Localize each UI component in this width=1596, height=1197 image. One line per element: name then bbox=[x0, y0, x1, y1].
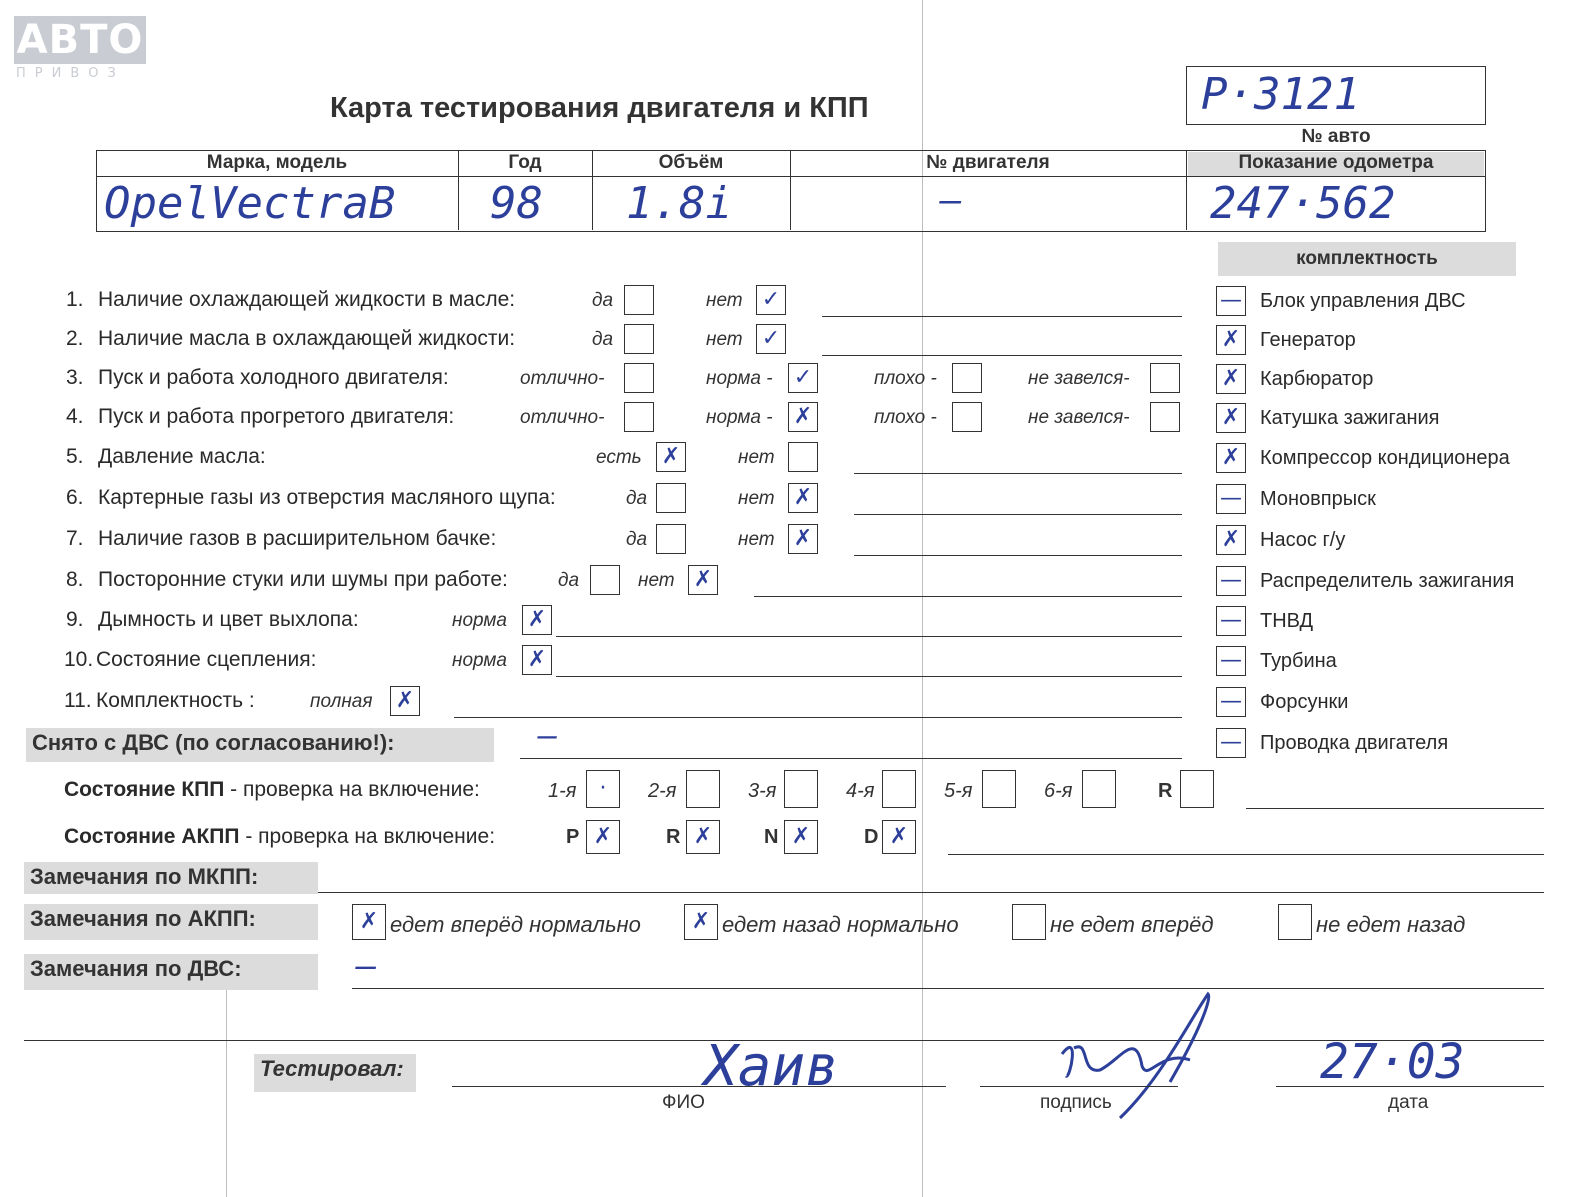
question-6-option-2-checkbox[interactable]: ✗ bbox=[788, 483, 818, 513]
question-3-option-1-label: отлично- bbox=[520, 368, 605, 389]
question-3-number: 3. bbox=[66, 366, 84, 389]
question-7-option-2-checkbox[interactable]: ✗ bbox=[788, 524, 818, 554]
auto-number-box bbox=[1186, 66, 1486, 125]
year-value: 98 bbox=[490, 178, 543, 229]
question-9-option-1-label: норма bbox=[452, 610, 507, 631]
question-8-label: Посторонние стуки или шумы при работе: bbox=[98, 568, 508, 591]
question-11-number: 11. bbox=[64, 689, 92, 712]
question-7-option-2-label: нет bbox=[738, 529, 775, 550]
kit-item-4-label: Катушка зажигания bbox=[1260, 407, 1440, 429]
akpp-remark-3-label: не едет вперёд bbox=[1050, 912, 1214, 937]
fio-value: Хаив bbox=[704, 1034, 839, 1099]
kit-item-11-label: Форсунки bbox=[1260, 691, 1349, 713]
kpp-gear-4-label: 4-я bbox=[846, 780, 875, 802]
question-5-option-1-checkbox[interactable]: ✗ bbox=[656, 442, 686, 472]
question-8-option-1-checkbox[interactable] bbox=[590, 565, 620, 595]
kit-item-12-checkbox[interactable]: — bbox=[1216, 728, 1246, 758]
question-5-number: 5. bbox=[66, 445, 84, 468]
kpp-gear-2-label: 2-я bbox=[648, 780, 677, 802]
question-4-option-1-label: отлично- bbox=[520, 407, 605, 428]
question-9-option-1-checkbox[interactable]: ✗ bbox=[522, 605, 552, 635]
question-10-option-1-checkbox[interactable]: ✗ bbox=[522, 645, 552, 675]
question-4-option-3-label: плохо - bbox=[874, 407, 937, 428]
kit-item-8-label: Распределитель зажигания bbox=[1260, 570, 1515, 592]
remarks-akpp-label: Замечания по АКПП: bbox=[24, 904, 318, 940]
col-volume-label: Объём bbox=[658, 152, 724, 173]
question-2-option-2-label: нет bbox=[706, 329, 743, 350]
akpp-remark-2-checkbox[interactable]: ✗ bbox=[684, 904, 718, 940]
date-line bbox=[1276, 1086, 1544, 1087]
question-5-option-2-checkbox[interactable] bbox=[788, 442, 818, 472]
remarks-dvs-value: — bbox=[356, 946, 377, 986]
question-6-line bbox=[854, 514, 1182, 515]
question-6-option-2-label: нет bbox=[738, 488, 775, 509]
question-1-option-1-checkbox[interactable] bbox=[624, 285, 654, 315]
remarks-mkpp-line bbox=[318, 892, 1544, 893]
kpp-gear-5-label: 5-я bbox=[944, 780, 973, 802]
auto-number-label: № авто bbox=[1301, 126, 1371, 147]
question-8-line bbox=[754, 596, 1182, 597]
question-2-number: 2. bbox=[66, 327, 84, 350]
fio-line bbox=[452, 1086, 946, 1087]
question-1-option-1-label: да bbox=[592, 290, 614, 311]
akpp-remark-1-checkbox[interactable]: ✗ bbox=[352, 904, 386, 940]
col-year-label: Год bbox=[508, 152, 542, 173]
question-1-option-2-label: нет bbox=[706, 290, 743, 311]
question-5-option-2-label: нет bbox=[738, 447, 775, 468]
akpp-remark-2-label: едет назад нормально bbox=[722, 912, 959, 937]
akpp-gear-r-checkbox[interactable]: ✗ bbox=[686, 820, 720, 854]
date-value: 27·03 bbox=[1320, 1034, 1465, 1090]
question-7-number: 7. bbox=[66, 527, 84, 550]
question-7-option-1-label: да bbox=[626, 529, 648, 550]
question-3-option-3-label: плохо - bbox=[874, 368, 937, 389]
question-6-number: 6. bbox=[66, 486, 84, 509]
question-7-label: Наличие газов в расширительном бачке: bbox=[98, 527, 497, 550]
akpp-gear-r-label: R bbox=[666, 826, 681, 848]
akpp-gear-p-checkbox[interactable]: ✗ bbox=[586, 820, 620, 854]
question-3-option-1-checkbox[interactable] bbox=[624, 363, 654, 393]
question-4-label: Пуск и работа прогретого двигателя: bbox=[98, 405, 455, 428]
question-8-option-2-checkbox[interactable]: ✗ bbox=[688, 565, 718, 595]
fio-label: ФИО bbox=[662, 1092, 705, 1113]
odometer-label: Показание одометра bbox=[1238, 152, 1434, 173]
sign-label: подпись bbox=[1040, 1092, 1112, 1113]
kpp-gear-3-label: 3-я bbox=[748, 780, 777, 802]
question-8-number: 8. bbox=[66, 568, 84, 591]
question-4-option-3-checkbox[interactable] bbox=[952, 402, 982, 432]
akpp-remark-1-label: едет вперёд нормально bbox=[390, 912, 641, 937]
kpp-gear-6-label: 6-я bbox=[1044, 780, 1073, 802]
kit-item-4-checkbox[interactable]: ✗ bbox=[1216, 403, 1246, 433]
question-4-option-2-checkbox[interactable]: ✗ bbox=[788, 402, 818, 432]
question-1-label: Наличие охлаждающей жидкости в масле: bbox=[98, 288, 516, 311]
question-3-option-2-checkbox[interactable]: ✓ bbox=[788, 363, 818, 393]
akpp-gear-n-label: N bbox=[764, 826, 779, 848]
question-2-option-2-checkbox[interactable]: ✓ bbox=[756, 324, 786, 354]
engine-no-value: — bbox=[940, 180, 962, 221]
tested-label: Тестировал: bbox=[254, 1054, 416, 1092]
akpp-gear-n-checkbox[interactable]: ✗ bbox=[784, 820, 818, 854]
remarks-dvs-line bbox=[352, 988, 1544, 989]
question-3-label: Пуск и работа холодного двигателя: bbox=[98, 366, 449, 389]
question-4-option-1-checkbox[interactable] bbox=[624, 402, 654, 432]
kit-item-12-label: Проводка двигателя bbox=[1260, 732, 1449, 754]
fold-line-2 bbox=[226, 980, 227, 1197]
question-2-option-1-checkbox[interactable] bbox=[624, 324, 654, 354]
question-7-line bbox=[854, 555, 1182, 556]
kpp-gear-7-checkbox[interactable] bbox=[1180, 770, 1214, 808]
question-9-label: Дымность и цвет выхлопа: bbox=[98, 608, 359, 631]
kit-item-10-checkbox[interactable]: — bbox=[1216, 646, 1246, 676]
page-title: Карта тестирования двигателя и КПП bbox=[330, 92, 869, 124]
question-2-line bbox=[822, 355, 1182, 356]
question-6-label: Картерные газы из отверстия масляного щупа: bbox=[98, 486, 556, 509]
question-3-option-3-checkbox[interactable] bbox=[952, 363, 982, 393]
kit-item-9-checkbox[interactable]: — bbox=[1216, 606, 1246, 636]
kit-title: комплектность bbox=[1296, 248, 1438, 269]
kit-item-8-checkbox[interactable]: — bbox=[1216, 566, 1246, 596]
question-4-option-4-checkbox[interactable] bbox=[1150, 402, 1180, 432]
question-7-option-1-checkbox[interactable] bbox=[656, 524, 686, 554]
question-6-option-1-checkbox[interactable] bbox=[656, 483, 686, 513]
kpp-label: Состояние КПП - проверка на включение: bbox=[64, 778, 480, 801]
auto-number-value: P·3121 bbox=[1201, 69, 1360, 120]
question-10-option-1-label: норма bbox=[452, 650, 507, 671]
kit-item-7-label: Насос г/у bbox=[1260, 529, 1346, 551]
akpp-gear-p-label: P bbox=[566, 826, 580, 848]
akpp-gear-d-label: D bbox=[864, 826, 879, 848]
question-8-option-1-label: да bbox=[558, 570, 580, 591]
question-1-option-2-checkbox[interactable]: ✓ bbox=[756, 285, 786, 315]
removed-line bbox=[520, 758, 1182, 759]
akpp-label: Состояние АКПП - проверка на включение: bbox=[64, 825, 496, 848]
question-2-option-1-label: да bbox=[592, 329, 614, 350]
kpp-gear-2-checkbox[interactable] bbox=[686, 770, 720, 808]
removed-value: — bbox=[538, 716, 558, 754]
question-6-option-1-label: да bbox=[626, 488, 648, 509]
logo: АВТО bbox=[14, 16, 146, 64]
model-value: OpelVectraB bbox=[104, 178, 396, 229]
question-5-option-1-label: есть bbox=[596, 447, 642, 468]
question-4-option-2-label: норма - bbox=[706, 407, 773, 428]
question-9-number: 9. bbox=[66, 608, 84, 631]
akpp-remark-4-checkbox[interactable] bbox=[1278, 904, 1312, 940]
question-10-line bbox=[556, 676, 1182, 677]
akpp-gear-d-checkbox[interactable]: ✗ bbox=[882, 820, 916, 854]
question-10-label: Состояние сцепления: bbox=[96, 648, 317, 671]
kit-item-9-label: ТНВД bbox=[1260, 610, 1314, 632]
akpp-remark-3-checkbox[interactable] bbox=[1012, 904, 1046, 940]
kpp-gear-4-checkbox[interactable] bbox=[882, 770, 916, 808]
kit-item-3-checkbox[interactable]: ✗ bbox=[1216, 364, 1246, 394]
odometer-value: 247·562 bbox=[1210, 178, 1396, 229]
remarks-dvs-label: Замечания по ДВС: bbox=[24, 954, 318, 990]
question-2-label: Наличие масла в охлаждающей жидкости: bbox=[98, 327, 516, 350]
question-11-line bbox=[454, 717, 1182, 718]
kit-item-6-label: Моновпрыск bbox=[1260, 488, 1376, 510]
question-5-line bbox=[854, 473, 1182, 474]
question-1-number: 1. bbox=[66, 288, 84, 311]
question-4-number: 4. bbox=[66, 405, 84, 428]
kit-item-5-label: Компрессор кондиционера bbox=[1260, 447, 1510, 469]
kpp-gear-3-checkbox[interactable] bbox=[784, 770, 818, 808]
kit-item-11-checkbox[interactable]: — bbox=[1216, 687, 1246, 717]
akpp-remark-4-label: не едет назад bbox=[1316, 912, 1466, 937]
question-3-option-4-checkbox[interactable] bbox=[1150, 363, 1180, 393]
kit-item-7-checkbox[interactable]: ✗ bbox=[1216, 525, 1246, 555]
removed-label: Снято с ДВС (по согласованию!): bbox=[26, 728, 494, 762]
col-model-label: Марка, модель bbox=[206, 152, 348, 173]
kit-item-5-checkbox[interactable]: ✗ bbox=[1216, 443, 1246, 473]
kpp-gear-5-checkbox[interactable] bbox=[982, 770, 1016, 808]
kpp-gear-1-label: 1-я bbox=[548, 780, 577, 802]
question-11-option-1-label: полная bbox=[310, 691, 373, 712]
kit-item-3-label: Карбюратор bbox=[1260, 368, 1374, 390]
kit-item-10-label: Турбина bbox=[1260, 650, 1337, 672]
kpp-gear-7-label: R bbox=[1158, 780, 1173, 802]
question-4-option-4-label: не завелся- bbox=[1028, 407, 1130, 428]
akpp-line bbox=[948, 854, 1544, 855]
remarks-mkpp-label: Замечания по МКПП: bbox=[24, 862, 318, 894]
kpp-gear-1-checkbox[interactable]: · bbox=[586, 770, 620, 808]
question-3-option-2-label: норма - bbox=[706, 368, 773, 389]
kit-item-1-checkbox[interactable]: — bbox=[1216, 286, 1246, 316]
question-8-option-2-label: нет bbox=[638, 570, 675, 591]
question-11-option-1-checkbox[interactable]: ✗ bbox=[390, 686, 420, 716]
kit-item-2-checkbox[interactable]: ✗ bbox=[1216, 325, 1246, 355]
kpp-line bbox=[1246, 808, 1544, 809]
question-10-number: 10. bbox=[64, 648, 94, 671]
logo-subtitle: ПРИВОЗ bbox=[16, 66, 125, 81]
question-5-label: Давление масла: bbox=[98, 445, 266, 468]
header-divider bbox=[96, 176, 1486, 177]
kit-item-2-label: Генератор bbox=[1260, 329, 1356, 351]
date-label: дата bbox=[1388, 1092, 1429, 1113]
question-9-line bbox=[556, 636, 1182, 637]
question-11-label: Комплектность : bbox=[96, 689, 255, 712]
question-3-option-4-label: не завелся- bbox=[1028, 368, 1130, 389]
sign-line bbox=[980, 1086, 1178, 1087]
kit-item-6-checkbox[interactable]: — bbox=[1216, 484, 1246, 514]
kit-item-1-label: Блок управления ДВС bbox=[1260, 290, 1466, 312]
volume-value: 1.8i bbox=[626, 178, 732, 229]
kpp-gear-6-checkbox[interactable] bbox=[1082, 770, 1116, 808]
col-engine-no-label: № двигателя bbox=[926, 152, 1050, 173]
question-1-line bbox=[822, 316, 1182, 317]
